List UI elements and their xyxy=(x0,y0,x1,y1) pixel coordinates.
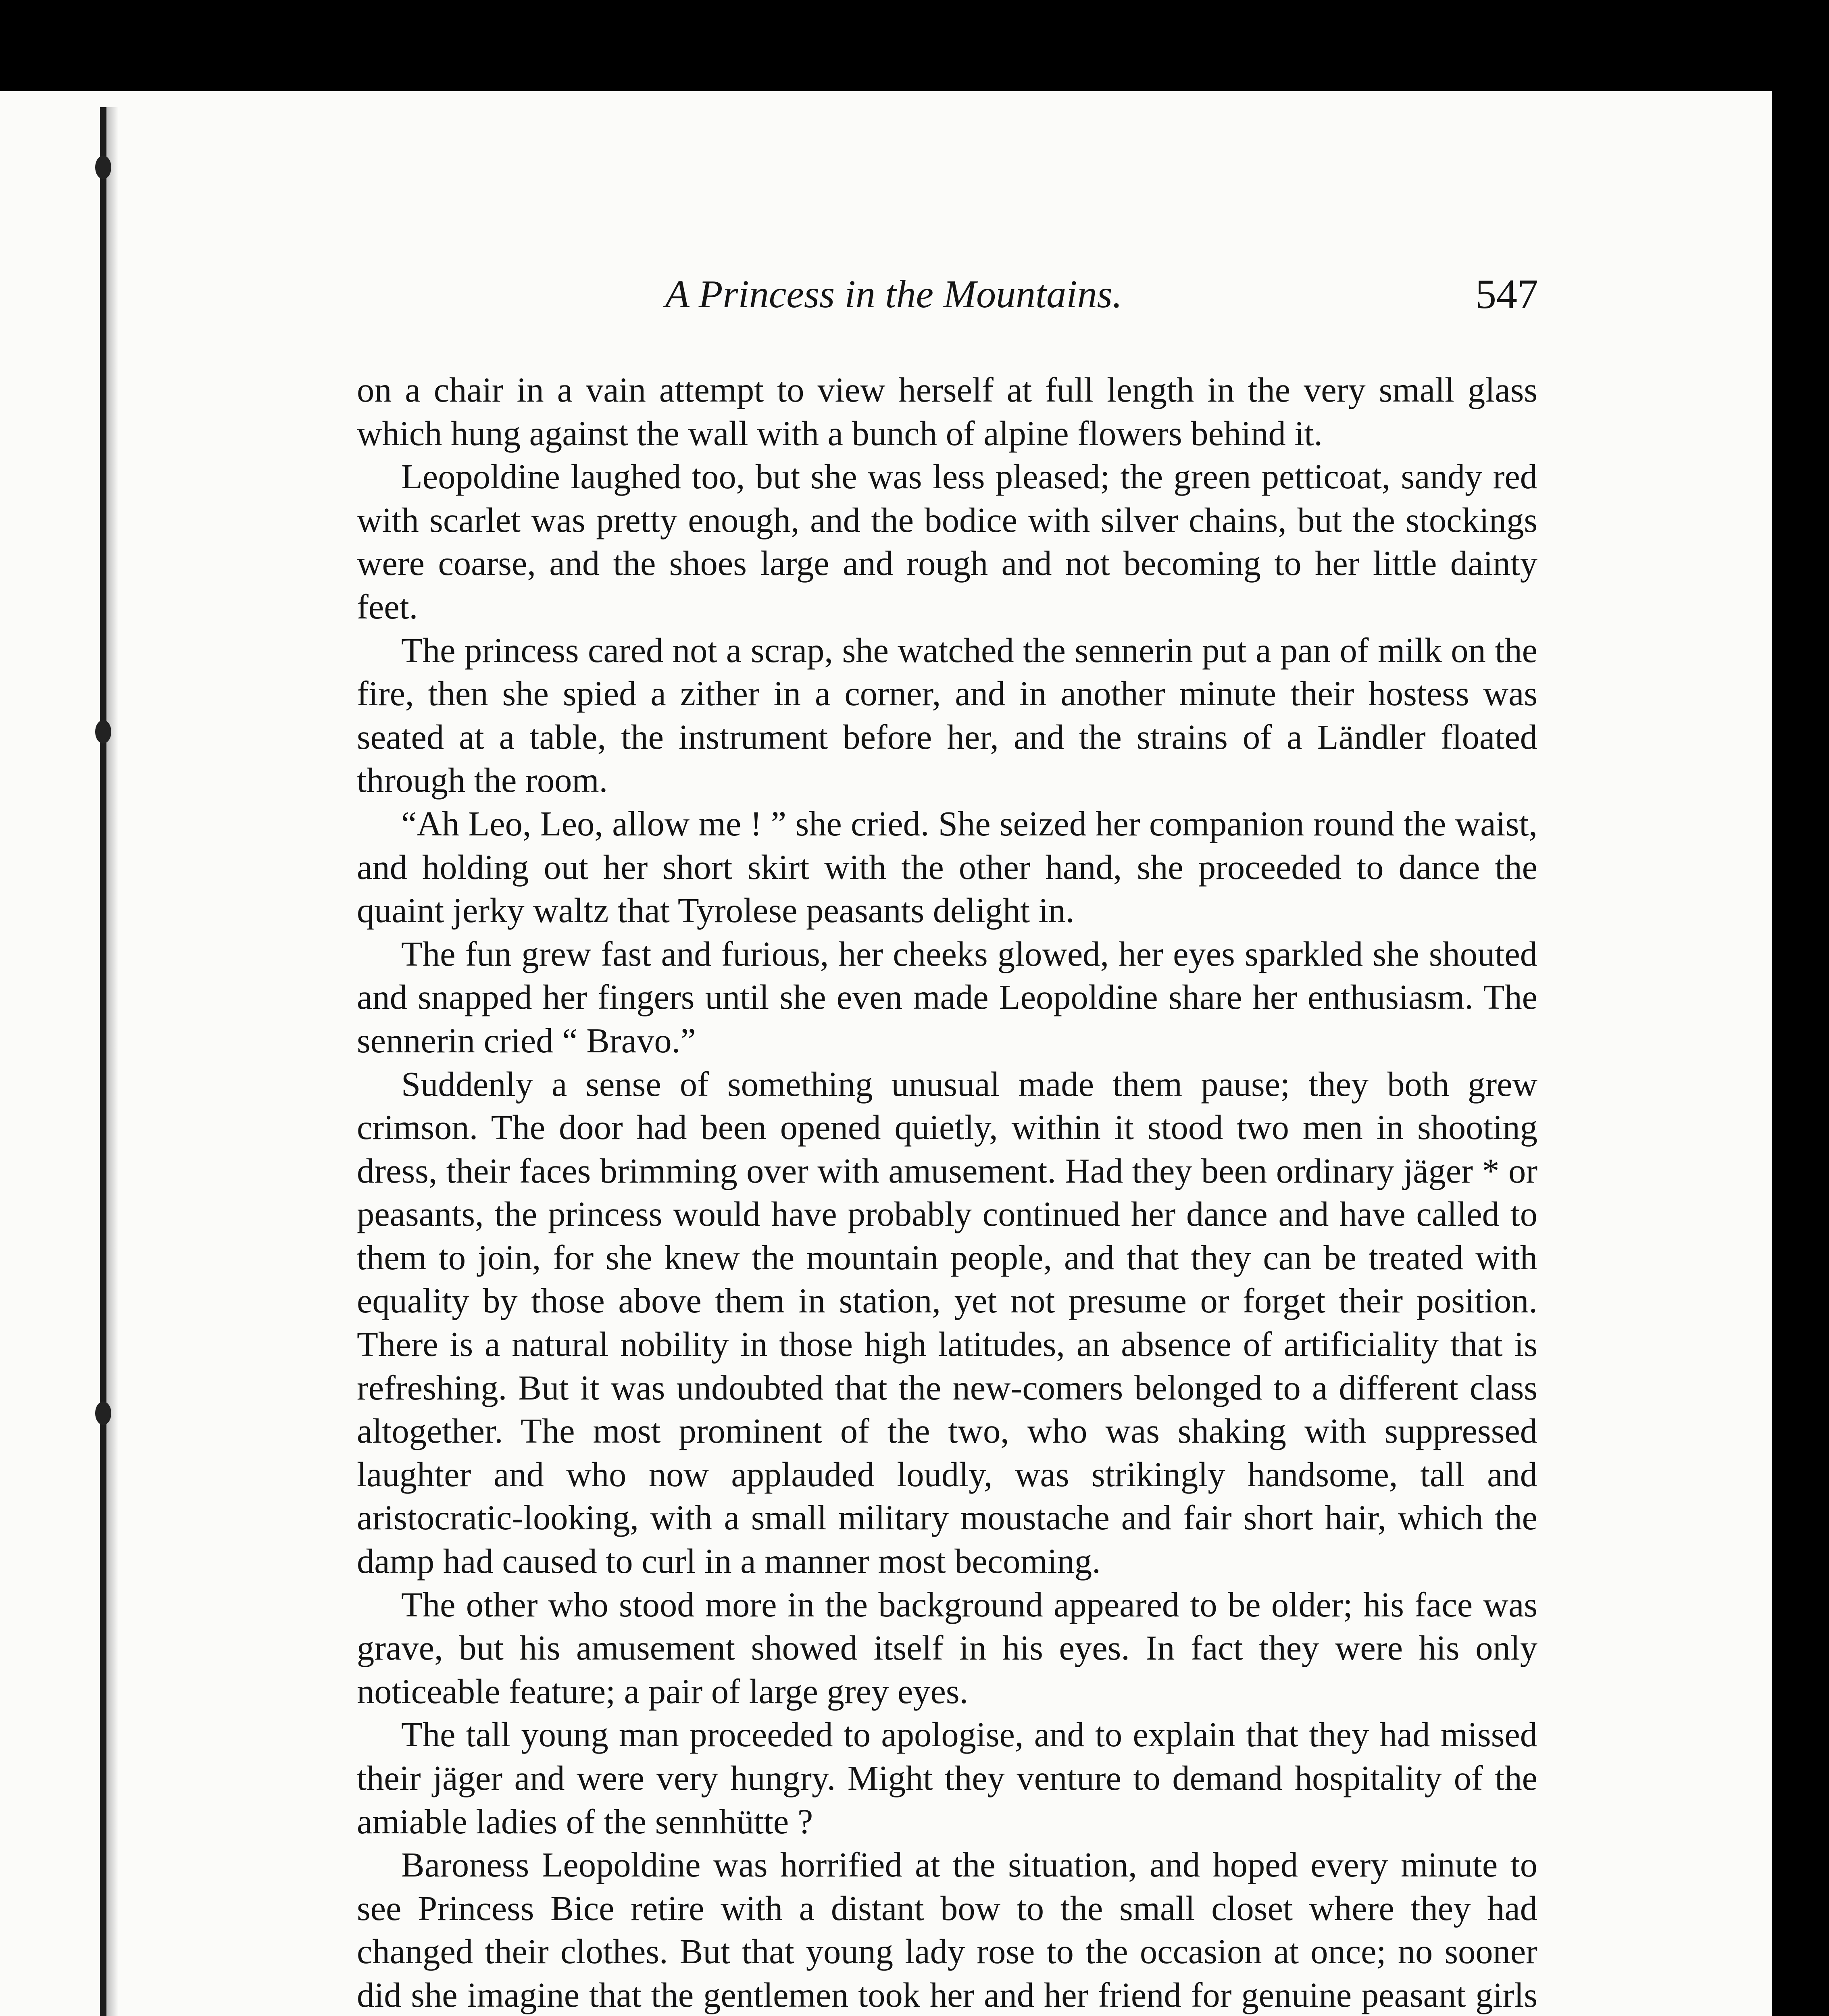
paragraph: The tall young man proceeded to apologise, and to explain that they had missed their jäger and were very hungry. Might they venture to demand hospitality of the amiable ladies of the sennhütte ? xyxy=(357,1715,1537,1841)
paragraph: The princess cared not a scrap, she watched the sennerin put a pan of milk on the fire, then she spied a zither in a corner, and in another minute their hostess was seated at a table, the instrument before her, and the strains of a Ländler floated through the room. xyxy=(357,631,1537,800)
page-number: 547 xyxy=(1475,271,1538,317)
paragraph: “Ah Leo, Leo, allow me ! ” she cried. She seized her companion round the waist, and holding out her short skirt with the other hand, she proceeded to dance the quaint jerky waltz that Tyrolese peasants delight in. xyxy=(357,804,1537,930)
paragraph: on a chair in a vain attempt to view herself at full length in the very small glass which hung against the wall with a bunch of alpine flowers behind it. xyxy=(357,371,1537,453)
paragraph: Suddenly a sense of something unusual made them pause; they both grew crimson. The door had been opened quietly, within it stood two men in shooting dress, their faces brimming over with amusement. Had they been ordinary jäger * or peasants, the princess would have probably continued her dance and have called to them to join, for she knew the mountain people, and that they can be treated with equality by those above them in station, yet not presume or forget their position. There is a natural nobility in those high latitudes, an absence of artificiality that is refreshing. But it was undoubted that the new-comers belonged to a different class altogether. The most prominent of the two, who was shaking with suppressed laughter and who now applauded loudly, was strikingly handsome, tall and aristocratic-looking, with a small military moustache and fair short hair, which the damp had caused to curl in a manner most becoming. xyxy=(357,1064,1537,1581)
paragraph: Leopoldine laughed too, but she was less pleased; the green petticoat, sandy red with scarlet was pretty enough, and the bodice with silver chains, but the stockings were coarse, and the shoes large and rough and not becoming to her little dainty feet. xyxy=(357,457,1537,626)
page-header xyxy=(357,272,1538,328)
binding-stitch xyxy=(95,156,111,179)
paragraph: The fun grew fast and furious, her cheeks glowed, her eyes sparkled she shouted and snapped her fingers until she even made Leopoldine share her enthusiasm. The sennerin cried “ Bravo.” xyxy=(357,934,1537,1060)
binding-stitch xyxy=(95,1402,111,1425)
binding-shadow xyxy=(106,107,119,2016)
body-text xyxy=(357,369,1537,2016)
paragraph: Baroness Leopoldine was horrified at the situation, and hoped every minute to see Princess Bice retire with a distant bow to the small closet where they had changed their clothes. But that young lady rose to the occasion at once; no sooner did she imagine that the gentlemen took her and her friend for genuine peasant girls xyxy=(357,1845,1537,2014)
binding-stitch xyxy=(95,720,111,744)
paragraph: The other who stood more in the background appeared to be older; his face was grave, but his amusement showed itself in his eyes. In fact they were his only noticeable feature; a pair of large grey eyes. xyxy=(357,1585,1537,1711)
running-title: A Princess in the Mountains. xyxy=(665,273,1123,316)
book-page xyxy=(0,91,1772,2016)
binding-edge xyxy=(100,107,106,2016)
